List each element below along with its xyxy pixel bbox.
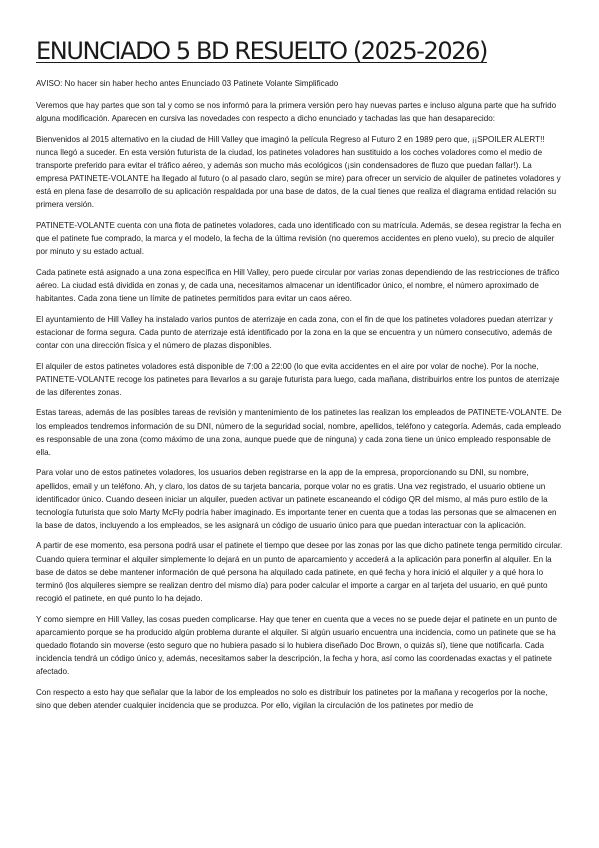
paragraph: El alquiler de estos patinetes voladores está disponible de 7:00 a 22:00 (lo que evita accidentes en el aire por volar de noche). Por la noche, PATINETE-VOLANTE recoge los patinetes para llevarlos a su garaje futurista para luego, cada mañana, distribuirlos entre los puntos de aterrizaje de las diferentes zonas.	[36, 361, 560, 397]
paragraph: El ayuntamiento de Hill Valley ha instalado varios puntos de aterrizaje en cada zona, con el fin de que los patinetes voladores puedan aterrizar y estacionar de forma segura. Cada punto de aterrizaje está identificado por la zona en la que se encuentra y un número consecutivo, además de contar con una dirección física y el número de plazas disponibles.	[36, 314, 553, 350]
paragraph: Para volar uno de estos patinetes voladores, los usuarios deben registrarse en la app de la empresa, proporcionando su DNI, su nombre, apellidos, email y un teléfono. Ah, y claro, los datos de su tarjeta bancaria, porque volar no es gratis. Una vez registrado, el usuario obtiene un identificador único. Cuando deseen iniciar un alquiler, pueden activar un patinete escaneando el código QR del mismo, al más puro estilo de la tecnología futurista que solo Marty McFly podría haber imaginado. Es importante tener en cuenta que a todas las personas que se almacenen en la base de datos, incluyendo a los empleados, se les asignará un código de usuario único para que puedan interactuar con la aplicación.	[36, 468, 557, 530]
document-title: ENUNCIADO 5 BD RESUELTO (2025-2026)	[36, 37, 487, 65]
paragraph: Con respecto a esto hay que señalar que la labor de los empleados no solo es distribuir los patinetes por la mañana y recogerlos por la noche, sino que deben atender cualquier incidencia que se produzca. Por ello, vigilan la circulación de los patinetes por medio de	[36, 687, 548, 710]
paragraph: A partir de ese momento, esa persona podrá usar el patinete el tiempo que desee por las zonas por las que dicho patinete tenga permitido circular. Cuando quiera terminar el alquiler simplemente lo dejará en un punto de aparcamiento y accederá a la aplicación para ponerfin al alquiler. En la base de datos se debe mantener información de qué persona ha alquilado cada patinete, en qué fecha y hora inició el alquiler y a qué hora lo terminó (los alquileres siempre se realizan dentro del mismo día) para poder calcular el importe a cargar en al tarjeta del usuario, en qué punto recogió el patinete, en qué punto lo ha dejado.	[36, 541, 563, 603]
notice-text: AVISO: No hacer sin haber hecho antes Enunciado 03 Patinete Volante Simplificado	[36, 79, 339, 88]
paragraph: Bienvenidos al 2015 alternativo en la ciudad de Hill Valley que imaginó la película Regreso al Futuro 2 en 1989 pero que, ¡¡SPOILER ALERT!! nunca llegó a suceder. En esta versión futurista de la ciudad, los patinetes voladores han sustituido a los coches voladores como el medio de transporte preferido para evitar el tráfico aéreo, y además son mucho más ecológicos (¡sin condensadores de fluzo que puedan fallar!). La empresa PATINETE-VOLANTE ha llegado al futuro (o al pasado claro, según se mire) para ofrecer un servicio de alquiler de patinetes voladores y está en plena fase de desarrollo de su aplicación respaldada por una base de datos, de la cual tienes que realiza el diagrama entidad relación su primera versión.	[36, 134, 561, 210]
paragraph: Cada patinete está asignado a una zona específica en Hill Valley, pero puede circular por varias zonas dependiendo de las restricciones de tráfico aéreo. La ciudad está dividida en zonas y, de cada una, necesitamos almacenar un identificador único, el nombre, el número aproximado de habitantes. Cada zona tiene un límite de patinetes permitidos para evitar un caos aéreo.	[36, 267, 560, 303]
paragraph: PATINETE-VOLANTE cuenta con una flota de patinetes voladores, cada uno identificado con su matrícula. Además, se desea registrar la fecha en que el patinete fue comprado, la marca y el modelo, la fecha de la última revisión (no queremos accidentes en pleno vuelo), su precio de alquiler por minuto y su estado actual.	[36, 220, 562, 257]
paragraph: Y como siempre en Hill Valley, las cosas pueden complicarse. Hay que tener en cuenta que a veces no se puede dejar el patinete en un punto de aparcamiento porque se ha producido algún problema durante el alquiler. Si algún usuario encuentra una incidencia, como un patinete que se ha quedado flotando sin moverse (esto seguro que no hubiera pasado si lo hubiera diseñado Doc Brown, o quizás sí), tiene que notificarla. Cada incidencia tendrá un código único y, además, necesitamos saber la descripción, la fecha y hora, así como las coordenadas exactas y el patinete afectado.	[36, 614, 558, 676]
paragraph: Estas tareas, además de las posibles tareas de revisión y mantenimiento de los patinetes las realizan los empleados de PATINETE-VOLANTE. De los empleados tendremos información de su DNI, número de la seguridad social, nombre, apellidos, teléfono y categoría. Además, cada empleado es responsable de una zona (como máximo de una zona, aunque puede que de ninguna) y cada zona tiene un único empleado responsable de ella.	[36, 408, 562, 457]
paragraph: Veremos que hay partes que son tal y como se nos informó para la primera versión pero hay nuevas partes e incluso alguna parte que ha sufrido alguna modificación. Aparecen en cursiva las novedades con respecto a dicho enunciado y tachadas las que han desaparecido:	[36, 101, 557, 124]
